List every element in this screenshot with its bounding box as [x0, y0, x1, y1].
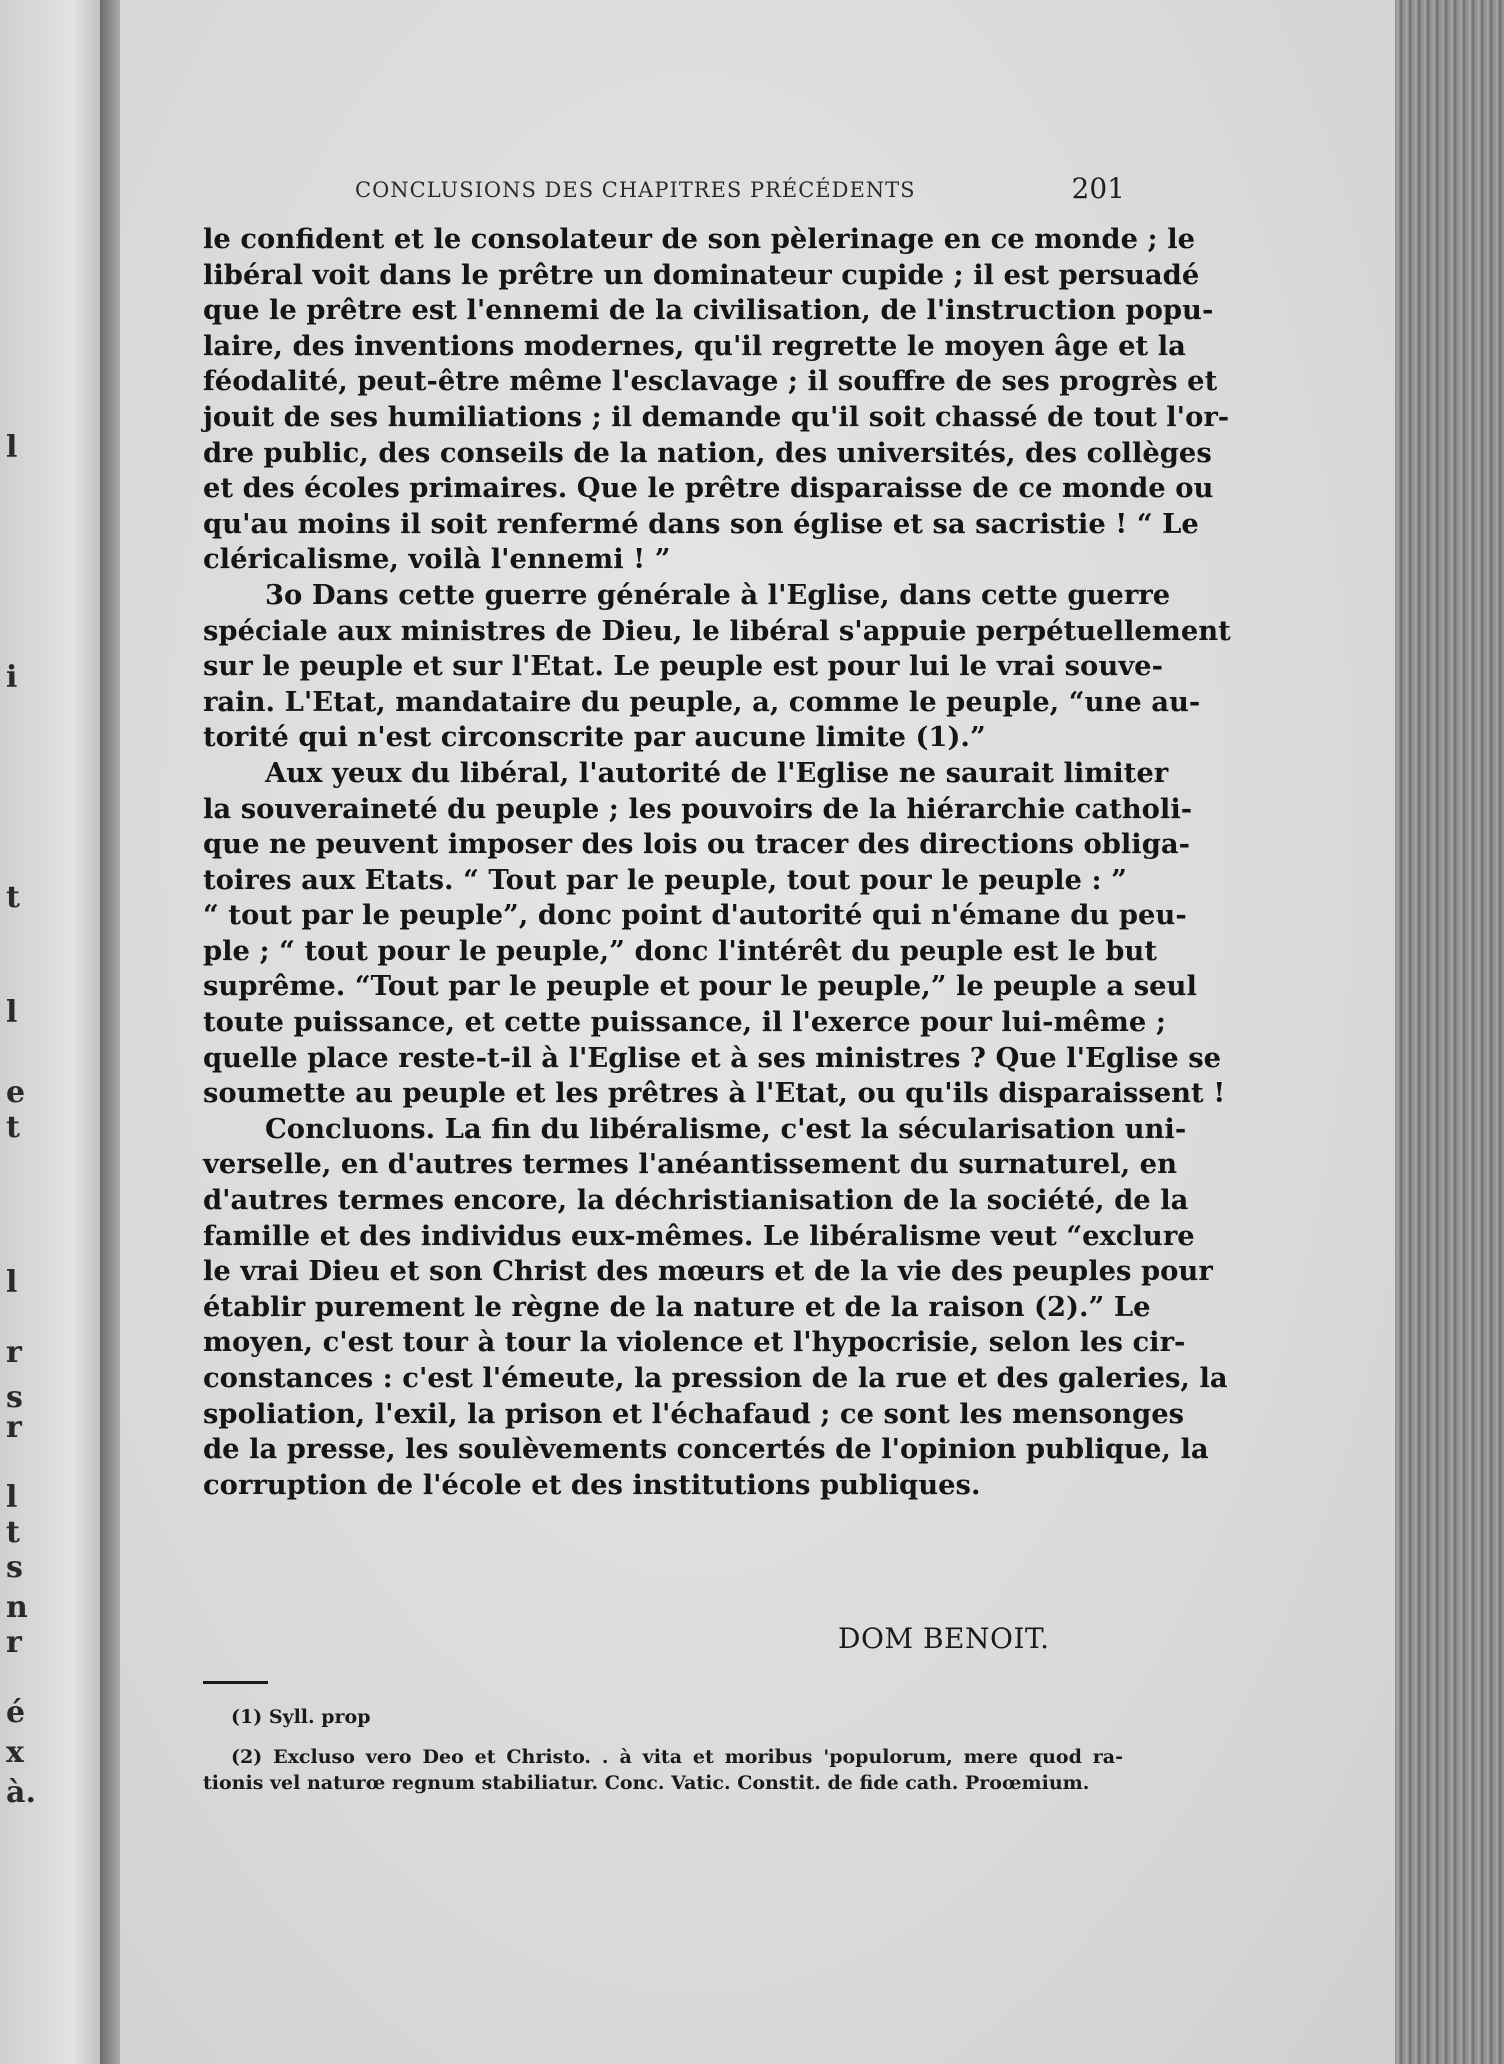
- text-line: constances : c'est l'émeute, la pression de la rue et des galeries, la: [203, 1362, 1228, 1394]
- page-stack-edge: [1395, 0, 1504, 2064]
- facing-page-fragment: t: [6, 1110, 20, 1145]
- facing-page-fragment: l: [6, 1480, 18, 1515]
- text-line: toute puissance, et cette puissance, il l'exerce pour lui-même ;: [203, 1006, 1166, 1039]
- text-line: moyen, c'est tour à tour la violence et l'hypocrisie, selon les cir-: [203, 1326, 1186, 1359]
- text-line: quelle place reste-t-il à l'Eglise et à ses ministres ? Que l'Eglise se: [203, 1041, 1222, 1074]
- text-line: et des écoles primaires. Que le prêtre disparaisse de ce monde ou: [203, 472, 1214, 505]
- facing-page-edge: [0, 0, 104, 2064]
- running-title: CONCLUSIONS DES CHAPITRES PRÉCÉDENTS: [355, 178, 916, 202]
- facing-page-fragment: n: [6, 1590, 28, 1625]
- facing-page-fragment: l: [6, 430, 18, 465]
- author-signature: DOM BENOIT.: [838, 1622, 1050, 1655]
- text-line: que le prêtre est l'ennemi de la civilisation, de l'instruction popu-: [203, 294, 1214, 327]
- text-line: que ne peuvent imposer des lois ou tracer des directions obliga-: [203, 828, 1190, 861]
- text-line: dre public, des conseils de la nation, des universités, des collèges: [203, 436, 1212, 469]
- text-line: spéciale aux ministres de Dieu, le libéral s'appuie perpétuellement: [203, 614, 1231, 647]
- facing-page-fragment: t: [6, 1515, 20, 1550]
- text-line: sur le peuple et sur l'Etat. Le peuple est pour lui le vrai souve-: [203, 650, 1163, 683]
- text-line: la souveraineté du peuple ; les pouvoirs de la hiérarchie catholi-: [203, 792, 1193, 825]
- text-line: cléricalisme, voilà l'ennemi ! ”: [203, 543, 671, 576]
- footnote-1: (1) Syll. prop: [231, 1706, 371, 1728]
- facing-page-fragment: s: [6, 1380, 23, 1415]
- text-line: d'autres termes encore, la déchristianisation de la société, de la: [203, 1184, 1189, 1217]
- body-text: [203, 222, 1231, 1503]
- text-line: rain. L'Etat, mandataire du peuple, a, comme le peuple, “une au-: [203, 685, 1201, 718]
- facing-page-fragment: à.: [6, 1775, 36, 1810]
- facing-page-fragment: l: [6, 1265, 18, 1300]
- facing-page-fragment: l: [6, 995, 18, 1030]
- text-line: famille et des individus eux-mêmes. Le libéralisme veut “exclure: [203, 1219, 1195, 1252]
- text-line: torité qui n'est circonscrite par aucune limite (1).”: [203, 721, 986, 754]
- facing-page-fragment: x: [6, 1735, 24, 1770]
- text-line: jouit de ses humiliations ; il demande qu'il soit chassé de tout l'or-: [203, 400, 1230, 433]
- text-line: le vrai Dieu et son Christ des mœurs et de la vie des peuples pour: [203, 1255, 1213, 1288]
- footnote-separator: [203, 1681, 268, 1684]
- facing-page-fragment: r: [6, 1625, 22, 1660]
- text-line: corruption de l'école et des institutions publiques.: [203, 1468, 981, 1501]
- text-line: ple ; “ tout pour le peuple,” donc l'intérêt du peuple est le but: [203, 934, 1157, 967]
- text-line: libéral voit dans le prêtre un dominateur cupide ; il est persuadé: [203, 258, 1200, 291]
- text-line: suprême. “Tout par le peuple et pour le peuple,” le peuple a seul: [203, 970, 1197, 1003]
- footnotes: [203, 1704, 1123, 1796]
- facing-page-fragment: i: [6, 660, 18, 695]
- running-header: [355, 172, 1125, 212]
- facing-page-fragment: é: [6, 1695, 26, 1730]
- footnote-2-line-2: tionis vel naturœ regnum stabiliatur. Conc. Vatic. Constit. de fide cath. Proœmium.: [203, 1772, 1090, 1794]
- text-line: de la presse, les soulèvements concertés de l'opinion publique, la: [203, 1433, 1209, 1466]
- text-line: “ tout par le peuple”, donc point d'autorité qui n'émane du peu-: [203, 899, 1187, 932]
- facing-page-fragment: e: [6, 1075, 26, 1110]
- text-line: Aux yeux du libéral, l'autorité de l'Eglise ne saurait limiter: [265, 756, 1169, 789]
- text-line: le confident et le consolateur de son pèlerinage en ce monde ; le: [203, 223, 1196, 255]
- text-line: féodalité, peut-être même l'esclavage ; il souffre de ses progrès et: [203, 365, 1218, 398]
- text-line: qu'au moins il soit renfermé dans son église et sa sacristie ! “ Le: [203, 507, 1199, 540]
- text-line: Concluons. La fin du libéralisme, c'est la sécularisation uni-: [265, 1112, 1187, 1145]
- text-line: laire, des inventions modernes, qu'il regrette le moyen âge et la: [203, 329, 1186, 362]
- page-number: 201: [1071, 172, 1125, 205]
- text-line: établir purement le règne de la nature et de la raison (2).” Le: [203, 1290, 1151, 1323]
- facing-page-fragment: r: [6, 1335, 22, 1370]
- text-line: toires aux Etats. “ Tout par le peuple, tout pour le peuple : ”: [203, 863, 1127, 896]
- text-line: soumette au peuple et les prêtres à l'Etat, ou qu'ils disparaissent !: [203, 1077, 1226, 1110]
- facing-page-fragment: r: [6, 1410, 22, 1445]
- facing-page-fragment: s: [6, 1550, 23, 1585]
- footnote-2-line-1: (2) Excluso vero Deo et Christo. . à vita et moribus 'populorum, mere quod ra-: [231, 1746, 1123, 1768]
- text-line: verselle, en d'autres termes l'anéantissement du surnaturel, en: [203, 1148, 1177, 1181]
- facing-page-fragment: t: [6, 880, 20, 915]
- text-line: spoliation, l'exil, la prison et l'échafaud ; ce sont les mensonges: [203, 1397, 1185, 1430]
- text-line: 3o Dans cette guerre générale à l'Eglise, dans cette guerre: [265, 578, 1171, 611]
